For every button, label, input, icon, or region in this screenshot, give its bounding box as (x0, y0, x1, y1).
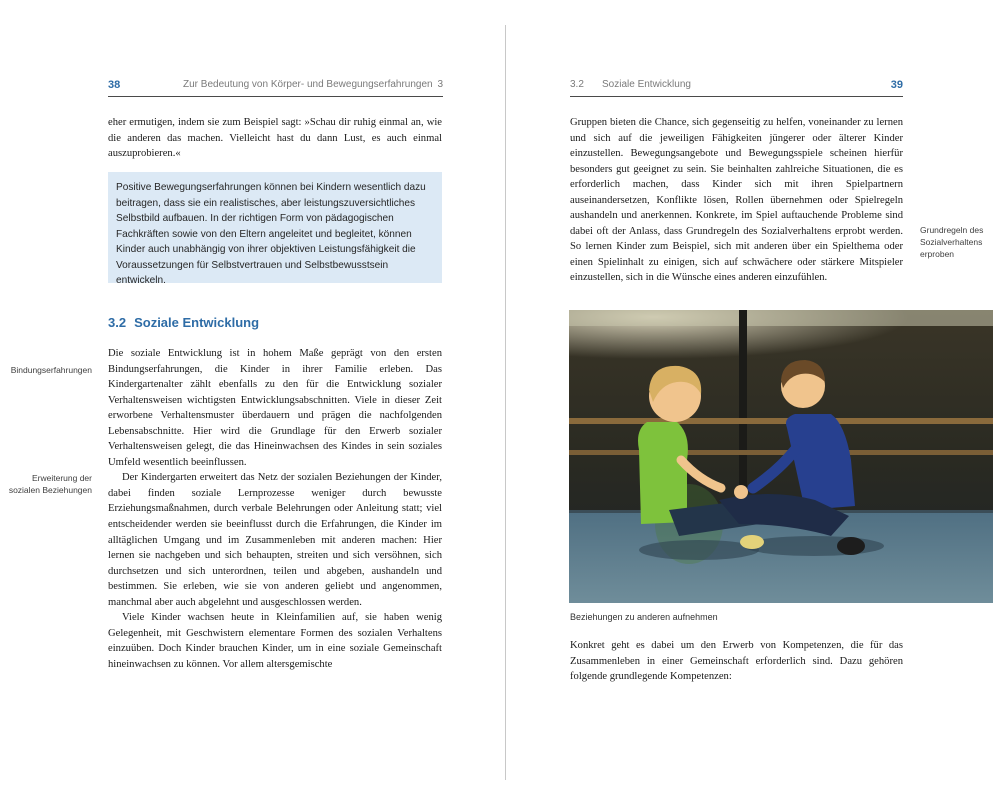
right-section-number: 3.2 (570, 79, 584, 90)
callout-text: Positive Bewegungserfahrungen können bei Kindern wesentlich dazu beitragen, dass sie ein realistisches, aber leistungszuversichtliches Selbstbild aufbauen. In der richtigen Form von pädagogischen Fachkräften sowie von den Eltern angeleitet und begleitet, können Kinder auch unabhängig von ihrer objektiven Leistungsfähigkeit die Voraussetzungen für Selbstvertrauen und Selbstbewusstsein entwickeln. (116, 182, 426, 286)
margin-note-line: Grundregeln des (920, 225, 984, 235)
left-paragraph-1: Die soziale Entwicklung ist in hohem Maße geprägt von den ersten Bindungserfahrungen, die Kinder in ihrer Familie erleben. Das Kindergartenalter zählt ebenfalls zu den für die Entwicklung sozialer Verhaltensweisen wichtigsten Entwicklungsabschnitten. Viele in dieser Zeit erworbene Verhaltensmuster überdauern und prägen die nachfolgenden Lebensabschnitte. Hier wird die Grundlage für den Erwerb sozialer Verhaltensweisen gelegt, die das Hineinwachsen des Kindes in sein soziales Umfeld wesentlich beeinflussen. (108, 348, 442, 468)
left-page-header (108, 76, 443, 97)
right-paragraph-1: Gruppen bieten die Chance, sich gegenseitig zu helfen, voneinander zu lernen und sich auf die jeweiligen Fähigkeiten jüngerer oder älterer Kinder einzustellen. Bewegungsangebote und Bewegungsspiele scheinen hierfür besonders gut geeignet zu sein. Sie beinhalten zahlreiche Situationen, die es erforderlich machen, dass Kinder sich mit ihren Spielpartnern auseinandersetzen, Konflikte lösen, Rollen übernehmen oder Spielregeln aushandeln und anerkennen. Konkrete, im Spiel auftauchende Probleme sind dabei oft der Anlass, dass Grundregeln des Sozialverhaltens erprobt werden. So lernen Kinder zum Beispiel, sich mit anderen über ein Spielthema oder einen Spielinhalt zu einigen, sich auf schwächere oder stärkere Mitspieler einzustellen, sich in die Wünsche eines anderen einzufühlen. (570, 117, 903, 284)
margin-note-bindungserfahrungen (0, 364, 92, 376)
right-running-title: Soziale Entwicklung (602, 79, 691, 90)
margin-note-erweiterung (0, 472, 92, 496)
page-gutter (505, 25, 506, 780)
margin-note-line: sozialen Beziehungen (8, 485, 92, 495)
left-running-title: Zur Bedeutung von Körper- und Bewegungserfahrungen (183, 79, 433, 90)
right-body-bottom (570, 638, 903, 685)
margin-note-line: Erweiterung der (31, 473, 92, 483)
right-paragraph-2: Konkret geht es dabei um den Erwerb von Kompetenzen, die für das Zusammenleben in einer Gemeinschaft erforderlich sind. Dazu gehören folgende grundlegende Kompetenzen: (570, 640, 903, 683)
left-chapter-number: 3 (437, 79, 443, 90)
right-page-number: 39 (890, 79, 903, 91)
margin-note-grundregeln (920, 224, 1000, 260)
right-page-header (570, 76, 903, 97)
section-number: 3.2 (108, 315, 127, 330)
left-paragraph-2: Der Kindergarten erweitert das Netz der sozialen Beziehungen der Kinder, dabei finden soziale Lernprozesse weniger durch bewusste Erziehungsmaßnahmen, durch verbale Belehrungen oder Anleitung statt; viel entscheidender werden sie beeinflusst durch die Erfahrungen, die Kinder im alltäglichen Umgang und im Zusammenleben mit anderen machen: Hier lernen sie nachgeben und sich behaupten, streiten und sich versöhnen, sich durchsetzen und sich unterordnen, teilen und abgeben, aushandeln und bestimmen. Sie erleben, wie sie von anderen geliebt und angenommen, manchmal aber auch abgelehnt und ausgeschlossen werden. (108, 472, 442, 608)
right-body-top (570, 115, 903, 286)
photo-caption: Beziehungen zu anderen aufnehmen (570, 612, 718, 622)
opening-paragraph: eher ermutigen, indem sie zum Beispiel sagt: »Schau dir ruhig einmal an, wie die anderen das machen. Vielleicht hast du dann Lust, es auch einmal auszuprobieren.« (108, 117, 442, 160)
margin-note-text: Bindungserfahrungen (10, 365, 92, 375)
margin-note-line: Sozialverhaltens (920, 237, 983, 247)
section-title: Soziale Entwicklung (134, 315, 260, 330)
left-page-number: 38 (108, 79, 121, 91)
left-paragraph-3: Viele Kinder wachsen heute in Kleinfamilien auf, sie haben wenig Gelegenheit, mit Geschwistern elementare Formen des sozialen Verhaltens einzuüben. Doch Kinder brauchen Kinder, um in eine soziale Gemeinschaft hineinwachsen zu können. Vor allem altersgemischte (108, 612, 442, 670)
children-photo-illustration (569, 310, 993, 603)
callout-box (108, 172, 442, 286)
margin-note-line: erproben (920, 249, 955, 259)
children-photo (569, 310, 993, 603)
section-heading (108, 315, 259, 330)
left-opening-text (108, 115, 442, 162)
left-body (108, 346, 442, 672)
